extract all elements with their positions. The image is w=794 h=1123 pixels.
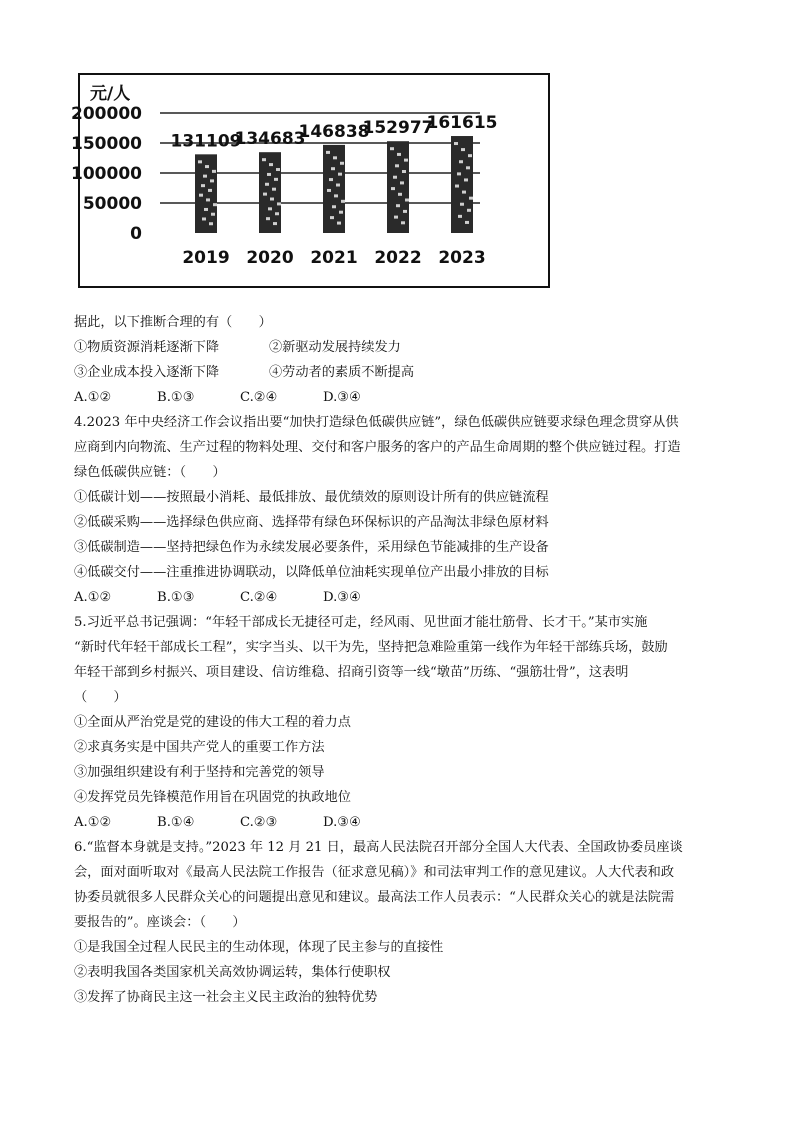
- option-d[interactable]: D.③④: [323, 590, 361, 605]
- y-tick-label: 150000: [71, 134, 142, 154]
- question-6-text: 6.“监督本身就是支持。”2023 年 12 月 21 日，最高人民法院召开部分全国人大代表、全国政协委员座谈: [74, 840, 683, 855]
- data-label: 131109: [170, 131, 242, 152]
- bar-texture: [390, 147, 394, 150]
- bar-texture: [339, 211, 343, 214]
- bar-texture: [267, 173, 271, 176]
- bar-texture: [397, 153, 401, 156]
- bar-texture: [338, 173, 342, 176]
- y-tick-label: 50000: [82, 194, 142, 214]
- statement-2: ②求真务实是中国共产党人的重要工作方法: [74, 740, 325, 755]
- bar-texture: [206, 198, 210, 201]
- bar-texture: [401, 221, 405, 224]
- bar-texture: [460, 203, 464, 206]
- bar-texture: [337, 222, 341, 225]
- bar-texture: [208, 189, 212, 192]
- bar-texture: [330, 216, 334, 219]
- x-tick-label: 2023: [438, 248, 486, 268]
- bar-texture: [466, 166, 470, 169]
- bar-texture: [403, 210, 407, 213]
- option-d[interactable]: D.③④: [323, 815, 361, 830]
- question-4-text: 应商到内向物流、生产过程的物料处理、交付和客户服务的客户的产品生命周期的整个供应链过程。打造: [74, 440, 681, 455]
- statement-3: ③企业成本投入逐渐下降: [74, 365, 220, 380]
- data-label: 152977: [362, 118, 434, 139]
- question-5-text: 5.习近平总书记强调：“年轻干部成长无捷径可走，经风雨、见世面才能壮筋骨、长才干。”某市实施: [74, 615, 648, 630]
- bar-texture: [210, 179, 214, 182]
- bar-texture: [402, 170, 406, 173]
- bar-texture: [198, 160, 202, 163]
- bar-texture: [332, 205, 336, 208]
- bar-texture: [405, 199, 409, 202]
- question-4-text: 绿色低碳供应链：（ ）: [74, 465, 226, 480]
- y-tick-label: 200000: [71, 104, 142, 124]
- bar-texture: [461, 148, 465, 151]
- bar-texture: [266, 217, 270, 220]
- bar-texture: [212, 170, 216, 173]
- bar-texture: [277, 202, 281, 205]
- bar-texture: [341, 200, 345, 203]
- statement-1: ①低碳计划——按照最小消耗、最低排放、最优绩效的原则设计所有的供应链流程: [74, 490, 549, 505]
- statement-2: ②新驱动发展持续发力: [269, 340, 401, 355]
- bar-texture: [395, 164, 399, 167]
- bar-texture: [275, 212, 279, 215]
- question-6-text: 会，面对面听取对《最高人民法院工作报告（征求意见稿）》和司法审判工作的意见建议。人大代表和政: [74, 865, 675, 880]
- bar-texture: [203, 175, 207, 178]
- bar-texture: [468, 154, 472, 157]
- bar-texture: [400, 181, 404, 184]
- bar-texture: [404, 159, 408, 162]
- data-label: 134683: [234, 129, 306, 150]
- option-c[interactable]: C.②④: [240, 390, 278, 405]
- bar-texture: [273, 222, 277, 225]
- bar-texture: [467, 209, 471, 212]
- bar-texture: [268, 207, 272, 210]
- y-tick-label: 0: [130, 224, 142, 244]
- statement-1: ①是我国全过程人民民主的生动体现，体现了民主参与的直接性: [74, 940, 444, 955]
- bar-texture: [458, 215, 462, 218]
- bar-texture: [464, 178, 468, 181]
- bar-texture: [262, 158, 266, 161]
- bar-texture: [201, 184, 205, 187]
- bar-texture: [398, 193, 402, 196]
- x-tick-label: 2019: [182, 248, 230, 268]
- bar-texture: [469, 197, 473, 200]
- bar-texture: [333, 156, 337, 159]
- bar-texture: [465, 221, 469, 224]
- question-4-text: 4.2023 年中央经济工作会议指出要“加快打造绿色低碳供应链”，绿色低碳供应链要求绿色理念贯穿从供: [74, 415, 679, 430]
- data-label: 146838: [298, 121, 370, 142]
- question-6-text: 协委员就很多人民群众关心的问题提出意见和建议。最高法工作人员表示：“人民群众关心的就是法院需: [74, 890, 675, 905]
- statement-3: ③加强组织建设有利于坚持和完善党的领导: [74, 765, 325, 780]
- bar-texture: [274, 178, 278, 181]
- x-tick-label: 2021: [310, 248, 358, 268]
- bar-texture: [329, 178, 333, 181]
- statement-4: ④发挥党员先锋模范作用旨在巩固党的执政地位: [74, 790, 351, 805]
- bar-chart-svg: [71, 75, 548, 286]
- bar-texture: [459, 160, 463, 163]
- bar-texture: [396, 204, 400, 207]
- option-b[interactable]: B.①③: [157, 390, 195, 405]
- question-5-text: （ ）: [74, 690, 127, 705]
- statement-3: ③发挥了协商民主这一社会主义民主政治的独特优势: [74, 990, 378, 1005]
- option-d[interactable]: D.③④: [323, 390, 361, 405]
- statement-4: ④劳动者的素质不断提高: [269, 365, 415, 380]
- statement-3: ③低碳制造——坚持把绿色作为永续发展必要条件，采用绿色节能减排的生产设备: [74, 540, 549, 555]
- y-tick-label: 100000: [71, 164, 142, 184]
- bar-texture: [270, 198, 274, 201]
- option-c[interactable]: C.②③: [240, 815, 278, 830]
- option-a[interactable]: A.①②: [74, 590, 112, 605]
- bar-texture: [336, 184, 340, 187]
- x-tick-label: 2020: [246, 248, 294, 268]
- bar-texture: [394, 216, 398, 219]
- bar-texture: [454, 142, 458, 145]
- bar-texture: [199, 194, 203, 197]
- option-b[interactable]: B.①④: [157, 815, 195, 830]
- question-stem: 据此，以下推断合理的有（ ）: [74, 315, 272, 330]
- statement-1: ①物质资源消耗逐渐下降: [74, 340, 220, 355]
- bar-texture: [213, 203, 217, 206]
- statement-row: [74, 364, 415, 382]
- bar-texture: [276, 168, 280, 171]
- bar-chart: [71, 73, 550, 288]
- option-a[interactable]: A.①②: [74, 815, 112, 830]
- bar-texture: [263, 193, 267, 196]
- bar-texture: [462, 191, 466, 194]
- bar-texture: [393, 176, 397, 179]
- statement-4: ④低碳交付——注重推进协调联动，以降低单位油耗实现单位产出最小排放的目标: [74, 565, 549, 580]
- bar-texture: [204, 208, 208, 211]
- data-label: 161615: [426, 113, 498, 134]
- option-a[interactable]: A.①②: [74, 390, 112, 405]
- statement-2: ②低碳采购——选择绿色供应商、选择带有绿色环保标识的产品淘汰非绿色原材料: [74, 515, 549, 530]
- option-b[interactable]: B.①③: [157, 590, 195, 605]
- bar-texture: [340, 162, 344, 165]
- bar-texture: [331, 167, 335, 170]
- bar-texture: [334, 194, 338, 197]
- bar-texture: [391, 187, 395, 190]
- statement-1: ①全面从严治党是党的建设的伟大工程的着力点: [74, 715, 351, 730]
- bar-texture: [211, 213, 215, 216]
- question-5-text: “新时代年轻干部成长工程”，实字当头、以干为先，坚持把急难险重第一线作为年轻干部练兵场，鼓励: [74, 640, 668, 655]
- statement-row: [74, 339, 401, 357]
- x-tick-label: 2022: [374, 248, 422, 268]
- bar-texture: [327, 189, 331, 192]
- bar-texture: [205, 165, 209, 168]
- bar-texture: [209, 222, 213, 225]
- bar-texture: [326, 151, 330, 154]
- bar-texture: [457, 172, 461, 175]
- bar-texture: [455, 185, 459, 188]
- y-axis-unit-label: 元/人: [90, 84, 131, 104]
- bar-texture: [272, 188, 276, 191]
- question-6-text: 要报告的”。座谈会：（ ）: [74, 915, 246, 930]
- bar-texture: [265, 183, 269, 186]
- question-5-text: 年轻干部到乡村振兴、项目建设、信访维稳、招商引资等一线“墩苗”历练、“强筋壮骨”，这表明: [74, 665, 629, 680]
- option-c[interactable]: C.②④: [240, 590, 278, 605]
- bar-texture: [269, 163, 273, 166]
- statement-2: ②表明我国各类国家机关高效协调运转，集体行使职权: [74, 965, 391, 980]
- bar-texture: [202, 217, 206, 220]
